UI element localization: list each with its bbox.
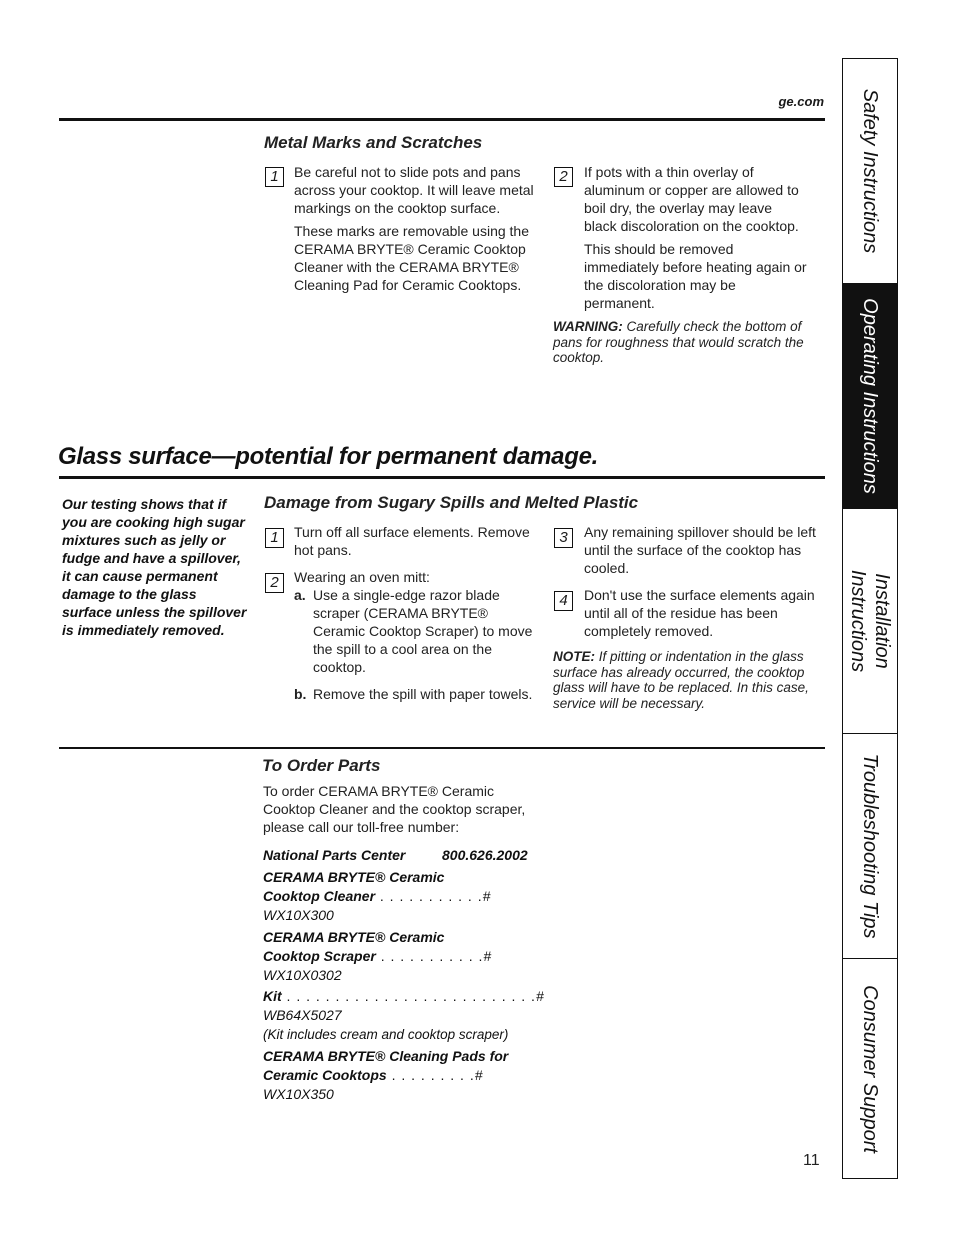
- order-rule: [59, 747, 825, 749]
- warning-text: Carefully check the bottom of pans for roughness that would scratch the cooktop.: [553, 319, 804, 365]
- substep-a-label: a.: [294, 587, 306, 603]
- note-label: NOTE:: [553, 649, 595, 664]
- damage-note: [553, 649, 819, 711]
- step-number: 4: [554, 591, 573, 611]
- order-intro: To order CERAMA BRYTE® Ceramic Cooktop Cleaner and the cooktop scraper, please call our toll-free number:: [263, 783, 526, 835]
- warning-note: [553, 319, 811, 366]
- step-number: 3: [554, 528, 573, 548]
- tab-consumer-support[interactable]: [843, 959, 897, 1178]
- tab-label: Troubleshooting Tips: [859, 753, 881, 939]
- substep-a-text: Use a single-edge razor blade scraper (CERAMA BRYTE® Ceramic Cooktop Scraper) to move the spill to a cool area on the cooktop.: [313, 587, 533, 675]
- substep-b: [294, 685, 536, 703]
- warning-label: WARNING:: [553, 319, 623, 334]
- step-number: 1: [265, 528, 284, 548]
- metal-heading: Metal Marks and Scratches: [264, 133, 483, 152]
- pads-line1: CERAMA BRYTE® Cleaning Pads for: [263, 1048, 509, 1064]
- tab-label: Operating Instructions: [859, 298, 881, 494]
- section-title: Glass surface—potential for permanent damage.: [58, 443, 598, 470]
- scraper-line2: [263, 947, 553, 985]
- substep-b-label: b.: [294, 686, 307, 702]
- tab-label: Consumer Support: [859, 984, 881, 1153]
- cleaner-part-number: # WX10X300: [263, 888, 491, 923]
- order-heading: To Order Parts: [262, 756, 381, 775]
- tab-troubleshooting-tips[interactable]: [843, 734, 897, 959]
- substep-b-text: Remove the spill with paper towels.: [313, 686, 533, 702]
- metal-step2: [584, 163, 808, 312]
- pads-line2: [263, 1066, 553, 1104]
- tab-installation-instructions[interactable]: [843, 509, 897, 734]
- kit-line: [263, 987, 553, 1025]
- tab-operating-instructions[interactable]: [843, 284, 897, 509]
- cleaner-label: Cooktop Cleaner: [263, 888, 376, 904]
- parts-center-row: [263, 846, 553, 865]
- parts-list: [263, 846, 553, 1104]
- kit-note: (Kit includes cream and cooktop scraper): [263, 1027, 509, 1042]
- page-number: 11: [803, 1152, 820, 1169]
- sugary-heading: Damage from Sugary Spills and Melted Plastic: [264, 493, 639, 512]
- metal-step1-p2: These marks are removable using the CERAMA BRYTE® Ceramic Cooktop Cleaner with the CERAMA BRYTE® Cleaning Pad for Ceramic Cooktops.: [294, 223, 529, 293]
- tab-label: Installation Instructions: [847, 569, 893, 673]
- sugary-step2: [294, 568, 536, 703]
- tab-label: Safety Instructions: [859, 88, 881, 254]
- parts-center-phone: 800.626.2002: [442, 847, 528, 863]
- site-url: ge.com: [778, 94, 824, 109]
- sugary-step3: Any remaining spillover should be left until the surface of the cooktop has cooled.: [584, 524, 816, 576]
- metal-step1: [294, 163, 536, 294]
- sugary-step1: Turn off all surface elements. Remove hot pans.: [294, 524, 530, 558]
- top-rule: [59, 118, 825, 121]
- metal-step2-p1: If pots with a thin overlay of aluminum or copper are allowed to boil dry, the overlay may leave black discoloration on the cooktop.: [584, 164, 799, 234]
- cleaner-line2: [263, 887, 553, 925]
- kit-part-number: # WB64X5027: [263, 988, 544, 1023]
- substep-a: [294, 586, 536, 676]
- sugary-step2-lead: Wearing an oven mitt:: [294, 569, 430, 585]
- pads-part-number: # WX10X350: [263, 1067, 483, 1102]
- sugary-step4: Don't use the surface elements again until all of the residue has been completely removed.: [584, 587, 815, 639]
- cleaner-line1: CERAMA BRYTE® Ceramic: [263, 869, 445, 885]
- parts-center-label: National Parts Center: [263, 847, 406, 863]
- scraper-label: Cooktop Scraper: [263, 948, 376, 964]
- scraper-part-number: # WX10X0302: [263, 948, 492, 983]
- cleaner-dots: . . . . . . . . . . .: [375, 888, 483, 904]
- pads-dots: . . . . . . . . .: [386, 1067, 475, 1083]
- sidebar-callout: Our testing shows that if you are cooking high sugar mixtures such as jelly or fudge and have a spillover, it can cause permanent damage to the glass surface unless the spillover is immediately removed.: [62, 496, 247, 638]
- metal-step1-p1: Be careful not to slide pots and pans across your cooktop. It will leave metal markings on the cooktop surface.: [294, 164, 534, 216]
- metal-step2-p2: This should be removed immediately before heating again or the discoloration may be permanent.: [584, 241, 807, 311]
- pads-label: Ceramic Cooktops: [263, 1067, 387, 1083]
- tab-safety-instructions[interactable]: [843, 59, 897, 284]
- kit-dots: . . . . . . . . . . . . . . . . . . . . . . . . . .: [281, 988, 536, 1004]
- step-number: 1: [265, 167, 284, 187]
- section-rule: [59, 476, 825, 479]
- section-tabs: [842, 58, 898, 1179]
- step-number: 2: [265, 573, 284, 593]
- scraper-dots: . . . . . . . . . . .: [375, 948, 484, 964]
- note-text: If pitting or indentation in the glass surface has already occurred, the cooktop glass will have to be replaced. In this case, service will be necessary.: [553, 649, 809, 711]
- scraper-line1: CERAMA BRYTE® Ceramic: [263, 929, 445, 945]
- step-number: 2: [554, 167, 573, 187]
- kit-label: Kit: [263, 988, 282, 1004]
